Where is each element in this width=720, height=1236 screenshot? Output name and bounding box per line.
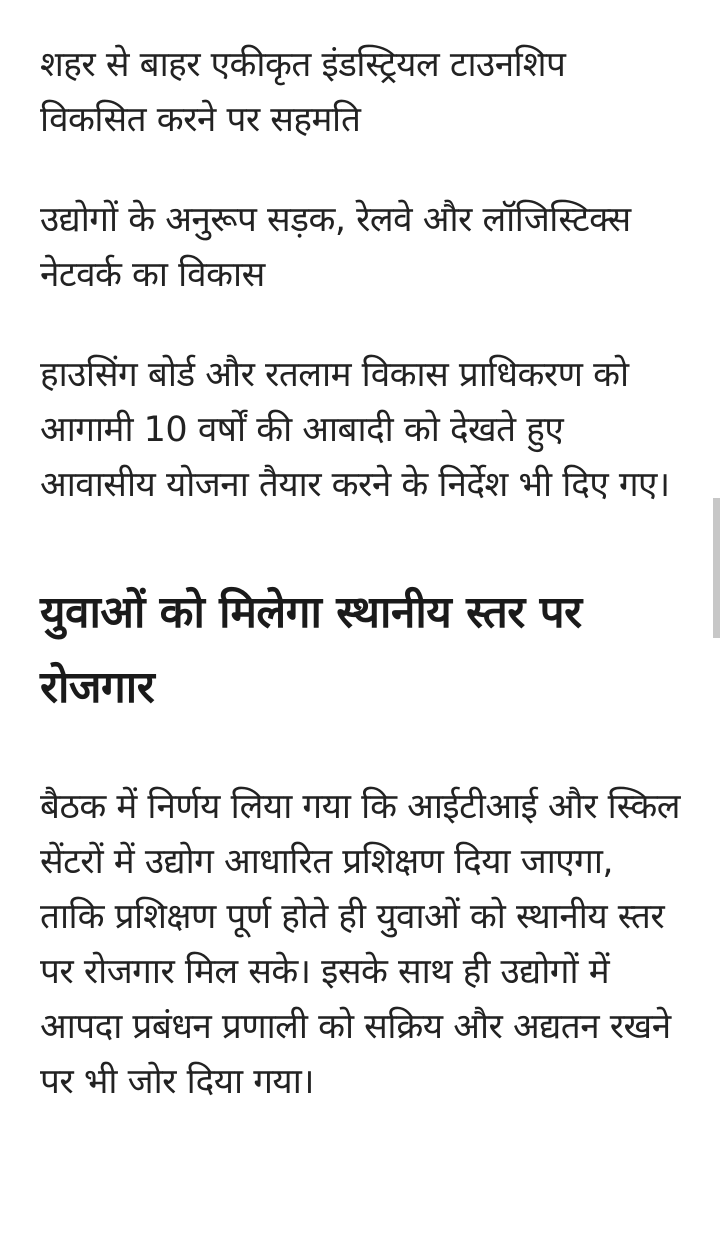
- article-body: [40, 38, 680, 1110]
- article-paragraph: शहर से बाहर एकीकृत इंडस्ट्रियल टाउनशिप विकसित करने पर सहमति: [40, 45, 566, 140]
- article-paragraph: बैठक में निर्णय लिया गया कि आईटीआई और स्किल सेंटरों में उद्योग आधारित प्रशिक्षण दिया जाएगा, ताकि प्रशिक्षण पूर्ण होते ही युवाओं को स्थानीय स्तर पर रोजगार मिल सके। इसके साथ ही उद्योगों में आपदा प्रबंधन प्रणाली को सक्रिय और अद्यतन रखने पर भी जोर दिया गया।: [40, 787, 680, 1102]
- section-heading: युवाओं को मिलेगा स्थानीय स्तर पर रोजगार: [40, 587, 582, 713]
- scrollbar-thumb[interactable]: [713, 498, 720, 638]
- article-paragraph: उद्योगों के अनुरूप सड़क, रेलवे और लॉजिस्टिक्स नेटवर्क का विकास: [40, 200, 631, 295]
- article-paragraph: हाउसिंग बोर्ड और रतलाम विकास प्राधिकरण को आगामी 10 वर्षों की आबादी को देखते हुए आवासीय योजना तैयार करने के निर्देश भी दिए गए।: [40, 355, 670, 505]
